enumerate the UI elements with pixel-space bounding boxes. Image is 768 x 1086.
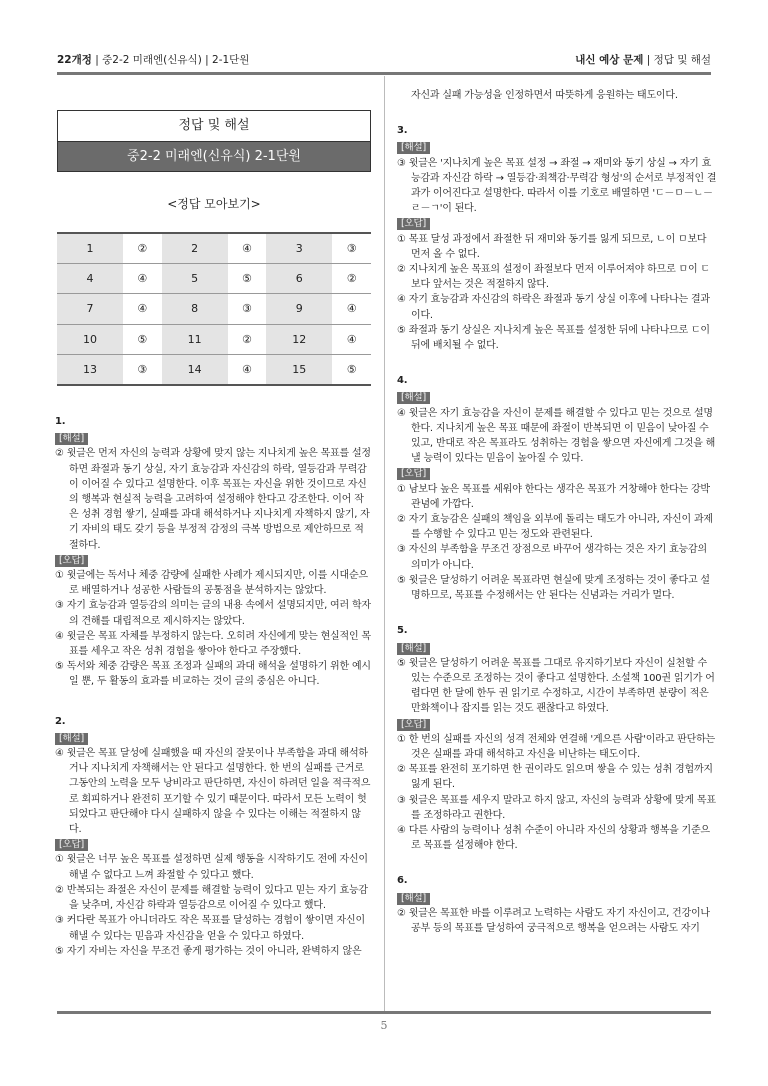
answer-question-number: 14 xyxy=(162,355,228,385)
wrong-item: ① 남보다 높은 목표를 세워야 한다는 생각은 목표가 거창해야 한다는 강박 관념에 가깝다. xyxy=(397,483,710,510)
answer-choice: ⑤ xyxy=(228,263,267,293)
answer-choice: ③ xyxy=(123,355,162,385)
answer-question-number: 11 xyxy=(162,324,228,354)
answer-row xyxy=(57,355,371,385)
header-edition: 22개정 xyxy=(57,54,92,66)
answer-choice: ② xyxy=(228,324,267,354)
left-column xyxy=(55,414,373,959)
wrong-item: ⑤ 좌절과 동기 상실은 지나치게 높은 목표를 설정한 뒤에 나타나므로 ㄷ이 뒤에 배치될 수 없다. xyxy=(397,324,710,352)
wrong-item: ① 한 번의 실패를 자신의 성격 전체와 연결해 '게으른 사람'이라고 판단하는 것은 실패를 과대 해석하고 자신을 비난하는 태도이다. xyxy=(397,733,715,760)
wrong-item: ③ 윗글은 목표를 세우지 말라고 하지 않고, 자신의 능력과 상황에 맞게 목표를 조정하라고 권한다. xyxy=(397,794,716,821)
answer-question-number: 5 xyxy=(162,263,228,293)
title-unit: 중2-2 미래엔(신유식) 2-1단원 xyxy=(58,141,370,171)
page-number: 5 xyxy=(380,1019,388,1032)
answer-question-number: 8 xyxy=(162,294,228,324)
answer-table xyxy=(57,232,371,386)
title-box xyxy=(57,110,371,172)
question-number: 3. xyxy=(397,125,408,137)
wrong-item: ② 지나치게 높은 목표의 설정이 좌절보다 먼저 이루어져야 하므로 ㅁ이 ㄷ보다 앞서는 것은 적절하지 않다. xyxy=(397,264,710,291)
answer-choice: ③ xyxy=(228,294,267,324)
footer-rule xyxy=(57,1011,711,1014)
continued-text: 자신과 실패 가능성을 인정하면서 따뜻하게 응원하는 태도이다. xyxy=(411,90,678,101)
explain-tag: [해설] xyxy=(397,893,430,905)
question-number: 4. xyxy=(397,375,408,387)
answer-choice: ④ xyxy=(332,324,371,354)
wrong-item: ⑤ 윗글은 달성하기 어려운 목표라면 현실에 맞게 조정하는 것이 좋다고 설명하므로, 목표를 수정해서는 안 된다는 신념과는 거리가 멀다. xyxy=(397,574,710,602)
answer-question-number: 9 xyxy=(266,294,332,324)
answer-question-number: 3 xyxy=(266,233,332,263)
explanation: ④ 윗글은 자기 효능감을 자신이 문제를 해결할 수 있다고 믿는 것으로 설명한다. 지나치게 높은 목표 때문에 좌절이 반복되면 이 믿음이 낮아질 수 있고, 반대로 작은 목표라도 성취하는 경험을 쌓으면 자신에게 그것을 해낼 능력이 있다는 믿음이 높아질 수 있다. xyxy=(397,407,716,465)
question-number: 1. xyxy=(55,416,66,427)
wrong-item: ⑤ 자기 자비는 자신을 무조건 좋게 평가하는 것이 아니라, 완벽하지 않은 xyxy=(55,945,362,957)
answer-question-number: 6 xyxy=(266,263,332,293)
header-course: | 중2-2 미래엔(신유식) | 2-1단원 xyxy=(91,54,250,66)
answer-summary-heading: <정답 모아보기> xyxy=(167,197,261,211)
explanation: ② 윗글은 먼저 자신의 능력과 상황에 맞지 않는 지나치게 높은 목표를 설정하면 좌절과 동기 상실, 자기 효능감과 자신감의 하락, 열등감과 무력감이 이어질 수 있다고 설명한다. 이후 목표는 자신을 위한 것이므로 자신의 행복과 현실적 능력을 고려하여 설정해야 한다고 강조한다. 이어 작은 성취 경험 쌓기, 실패를 과대 해석하거나 지나치게 자책하지 않기, 자기 자비의 태도 갖기 등을 부정적 감정의 극복 방법으로 제안하므로 적절하다. xyxy=(55,448,371,551)
wrong-tag: [오답] xyxy=(55,555,88,567)
explanation: ⑤ 윗글은 달성하기 어려운 목표를 그대로 유지하기보다 자신이 실천할 수 있는 수준으로 조정하는 것이 좋다고 설명한다. 소설책 100권 읽기가 어렵다면 한 달에 한두 권 읽기로 수정하고, 시간이 부족하면 분량이 적은 만화책이나 잡지를 읽는 것도 괜찮다고 하였다. xyxy=(397,657,715,715)
explanation: ④ 윗글은 목표 달성에 실패했을 때 자신의 잘못이나 부족함을 과대 해석하거나 지나치게 자책해서는 안 된다고 설명한다. 한 번의 실패를 근거로 그동안의 노력을 모두 낭비라고 판단하면, 자신이 하려던 일을 적극적으로 회피하거나 완전히 포기할 수 있기 때문이다. 따라서 모든 노력이 헛되었다고 판단해야 다시 실패하지 않을 수 있다는 이해는 적절하지 않다. xyxy=(55,748,371,836)
answer-question-number: 2 xyxy=(162,233,228,263)
wrong-item: ① 윗글은 너무 높은 목표를 설정하면 실제 행동을 시작하기도 전에 자신이 해낼 수 없다고 느껴 좌절할 수 있다고 했다. xyxy=(55,854,368,881)
wrong-item: ④ 다른 사람의 능력이나 성취 수준이 아니라 자신의 상황과 행복을 기준으로 목표를 설정해야 한다. xyxy=(397,824,710,852)
answer-question-number: 10 xyxy=(57,324,123,354)
wrong-item: ③ 커다란 목표가 아니더라도 작은 목표를 달성하는 경험이 쌓이면 자신이 해낼 수 있다는 믿음과 자신감을 얻을 수 있다고 하였다. xyxy=(55,915,365,942)
wrong-item: ⑤ 독서와 체중 감량은 목표 조정과 실패의 과대 해석을 설명하기 위한 예시일 뿐, 두 활동의 효과를 비교하는 것이 글의 중심은 아니다. xyxy=(55,661,371,688)
wrong-tag: [오답] xyxy=(55,839,88,851)
answer-choice: ④ xyxy=(228,355,267,385)
wrong-item: ① 목표 달성 과정에서 좌절한 뒤 재미와 동기를 잃게 되므로, ㄴ이 ㅁ보다 먼저 올 수 없다. xyxy=(397,233,707,260)
answer-row xyxy=(57,233,371,263)
explain-tag: [해설] xyxy=(397,643,430,655)
wrong-item: ④ 자기 효능감과 자신감의 하락은 좌절과 동기 상실 이후에 나타나는 결과이다. xyxy=(397,294,710,321)
wrong-item: ③ 자기 효능감과 열등감의 의미는 글의 내용 속에서 설명되지만, 여러 학자의 견해를 대립적으로 제시하지는 않았다. xyxy=(55,600,371,627)
question-number: 2. xyxy=(55,715,66,727)
right-column xyxy=(397,88,717,936)
wrong-item: ④ 윗글은 목표 자체를 부정하지 않는다. 오히려 자신에게 맞는 현실적인 목표를 세우고 작은 성취 경험을 쌓아야 한다고 주장했다. xyxy=(55,630,371,658)
title-main: 정답 및 해설 xyxy=(58,111,370,141)
question-number: 6. xyxy=(397,875,408,887)
answer-choice: ④ xyxy=(123,263,162,293)
answer-choice: ② xyxy=(123,233,162,263)
wrong-tag: [오답] xyxy=(397,468,430,480)
answer-choice: ⑤ xyxy=(123,324,162,354)
wrong-tag: [오답] xyxy=(397,719,430,731)
answer-question-number: 15 xyxy=(266,355,332,385)
header-section: 내신 예상 문제 xyxy=(575,54,644,66)
answer-choice: ⑤ xyxy=(332,355,371,385)
header-subsection: | 정답 및 해설 xyxy=(643,54,711,66)
answer-question-number: 4 xyxy=(57,263,123,293)
wrong-item: ② 목표를 완전히 포기하면 한 권이라도 읽으며 쌓을 수 있는 성취 경험까지 잃게 된다. xyxy=(397,764,713,791)
wrong-item: ③ 자신의 부족함을 무조건 장점으로 바꾸어 생각하는 것은 자기 효능감의 의미가 아니다. xyxy=(397,544,707,571)
explanation: ② 윗글은 목표한 바를 이루려고 노력하는 사람도 자기 자신이고, 건강이나 공부 등의 목표를 달성하여 궁극적으로 행복을 얻으려는 사람도 자기 xyxy=(397,907,710,934)
page-header xyxy=(57,48,711,70)
explain-tag: [해설] xyxy=(55,433,88,445)
explain-tag: [해설] xyxy=(397,392,430,404)
answer-question-number: 1 xyxy=(57,233,123,263)
answer-question-number: 7 xyxy=(57,294,123,324)
header-left xyxy=(57,52,249,67)
answer-choice: ② xyxy=(332,263,371,293)
answer-row xyxy=(57,324,371,354)
wrong-tag: [오답] xyxy=(397,218,430,230)
answer-question-number: 13 xyxy=(57,355,123,385)
explanation: ③ 윗글은 '지나치게 높은 목표 설정 → 좌절 → 재미와 동기 상실 → 자기 효능감과 자신감 하락 → 열등감·죄책감·무력감 형성'의 순서로 부정적인 결과가 이어진다고 설명한다. 따라서 이를 기호로 배열하면 'ㄷ－ㅁ－ㄴ－ㄹ－ㄱ'이 된다. xyxy=(397,157,717,215)
wrong-item: ② 반복되는 좌절은 자신이 문제를 해결할 능력이 있다고 믿는 자기 효능감을 낮추며, 자신감 하락과 열등감으로 이어질 수 있다고 했다. xyxy=(55,884,368,912)
explain-tag: [해설] xyxy=(397,142,430,154)
explain-tag: [해설] xyxy=(55,733,88,745)
answer-question-number: 12 xyxy=(266,324,332,354)
question-number: 5. xyxy=(397,625,408,637)
header-right xyxy=(575,52,711,67)
header-rule xyxy=(57,72,711,75)
answer-row xyxy=(57,294,371,324)
wrong-item: ② 자기 효능감은 실패의 책임을 외부에 돌리는 태도가 아니라, 자신이 과제를 수행할 수 있다고 믿는 정도와 관련된다. xyxy=(397,514,713,541)
answer-choice: ④ xyxy=(123,294,162,324)
answer-row xyxy=(57,263,371,293)
column-divider xyxy=(384,76,385,1011)
answer-choice: ③ xyxy=(332,233,371,263)
wrong-item: ① 윗글에는 독서나 체중 감량에 실패한 사례가 제시되지만, 이를 시대순으로 배열하거나 성공한 사람들의 공통점을 분석하지는 않았다. xyxy=(55,570,368,597)
answer-choice: ④ xyxy=(332,294,371,324)
answer-choice: ④ xyxy=(228,233,267,263)
